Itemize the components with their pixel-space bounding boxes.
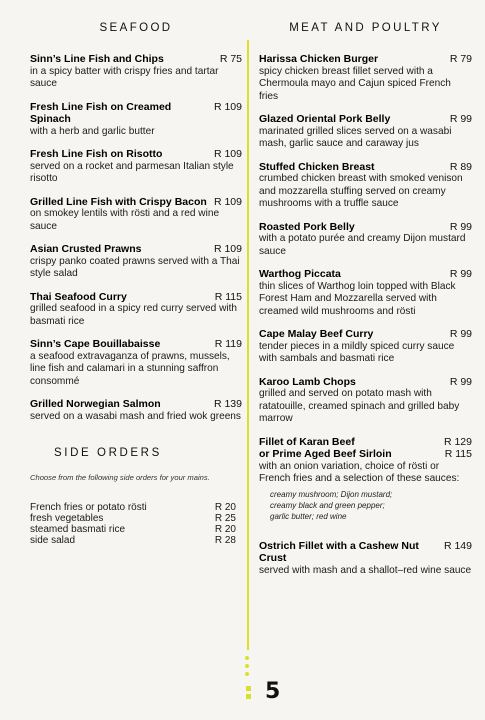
item-price: R 115: [444, 448, 472, 460]
menu-item: [259, 328, 472, 366]
left-column: [30, 22, 242, 546]
side-order-price: R 20: [214, 523, 236, 535]
side-order-name: French fries or potato rösti: [30, 501, 147, 513]
column-divider: [247, 40, 249, 650]
item-price: R 115: [214, 290, 242, 303]
menu-item-ostrich: [259, 540, 472, 578]
menu-item: [259, 113, 472, 151]
item-description: with an onion variation, choice of rösti or French fries and a selection of these sauces:: [259, 460, 460, 484]
page-dot: [246, 694, 251, 699]
seafood-list: [30, 53, 242, 423]
side-order-name: fresh vegetables: [30, 512, 104, 524]
item-description: tender pieces in a mildly spiced curry sauce with sambals and basmati rice: [259, 340, 455, 364]
item-description: thin slices of Warthog loin topped with Black Forest Ham and Mozzarella served with creamed wild mushrooms and rösti: [259, 280, 456, 317]
item-price: R 109: [213, 243, 242, 255]
item-description: on smokey lentils with rösti and a red wine sauce: [30, 208, 220, 232]
item-description: marinated grilled slices served on a wasabi mash, garlic sauce and caraway jus: [259, 125, 452, 149]
menu-item: [30, 291, 242, 329]
item-price: R 99: [449, 268, 472, 280]
meat-title: MEAT AND POULTRY: [289, 22, 442, 34]
side-order-row: [30, 524, 242, 535]
divider-dots: [245, 656, 249, 680]
divider-dot: [245, 664, 249, 668]
sauce-option: garlic butter; red wine: [270, 511, 347, 521]
item-name: Stuffed Chicken Breast: [259, 160, 375, 173]
item-description: with a potato purée and creamy Dijon mustard sauce: [259, 233, 466, 257]
item-name: Sinn’s Cape Bouillabaisse: [30, 338, 161, 350]
item-price: R 109: [213, 148, 242, 160]
side-orders-list: [30, 502, 242, 547]
menu-item: [30, 101, 242, 139]
item-name: Fresh Line Fish on Risotto: [30, 148, 163, 160]
item-price: R 99: [449, 375, 472, 388]
item-price: R 119: [214, 338, 242, 350]
item-price: R 75: [219, 53, 242, 65]
item-price: R 139: [213, 398, 242, 410]
seafood-title: SEAFOOD: [99, 22, 173, 34]
item-description: served on a rocket and parmesan Italian style risotto: [30, 160, 234, 184]
page-number-dots: [246, 686, 251, 702]
right-column: [259, 22, 472, 587]
menu-item: [30, 196, 242, 234]
item-name: Sinn’s Line Fish and Chips: [30, 53, 164, 65]
item-description: with a herb and garlic butter: [30, 125, 155, 137]
side-order-row: [30, 502, 242, 513]
meat-list: [259, 53, 472, 426]
menu-item: [30, 53, 242, 91]
menu-item: [259, 161, 472, 211]
item-price: R 89: [449, 160, 472, 173]
item-price: R 79: [449, 53, 472, 65]
item-name: Grilled Line Fish with Crispy Bacon: [30, 195, 207, 208]
item-description: crumbed chicken breast with smoked venison and mozzarella stuffing served on creamy mushrooms with a truffle sauce: [259, 173, 463, 209]
item-name: Karoo Lamb Chops: [259, 375, 356, 388]
side-orders-note: Choose from the following side orders for your mains.: [30, 473, 210, 482]
item-name: Fillet of Karan Beef: [259, 435, 355, 448]
sauce-option: creamy black and green pepper;: [270, 500, 385, 510]
item-name: Roasted Pork Belly: [259, 220, 355, 233]
side-order-price: R 20: [214, 501, 236, 513]
item-price: R 99: [449, 328, 472, 340]
menu-item: [30, 243, 242, 281]
item-description: spicy chicken breast fillet served with a Chermoula mayo and Cajun spiced French fries: [259, 65, 451, 102]
side-order-name: side salad: [30, 535, 76, 547]
sauce-option: creamy mushroom; Dijon mustard;: [270, 489, 393, 499]
menu-item: [30, 338, 242, 388]
side-order-row: [30, 535, 242, 546]
side-order-name: steamed basmati rice: [30, 523, 126, 535]
item-description: grilled seafood in a spicy red curry served with basmati rice: [30, 303, 238, 327]
item-name: Thai Seafood Curry: [30, 290, 127, 303]
page-number: [257, 679, 289, 704]
item-price: R 149: [443, 539, 472, 552]
item-name: Cape Malay Beef Curry: [259, 328, 374, 340]
menu-item-fillet: [259, 436, 472, 522]
menu-item: [259, 268, 472, 318]
item-name: Fresh Line Fish on Creamed Spinach: [30, 100, 172, 125]
item-name: Grilled Norwegian Salmon: [30, 398, 161, 410]
menu-item: [259, 221, 472, 259]
divider-dot: [245, 672, 249, 676]
divider-dot: [245, 656, 249, 660]
side-order-price: R 25: [214, 512, 236, 524]
page-number-text: 5: [265, 679, 281, 704]
item-price: R 99: [449, 113, 472, 125]
item-name: Asian Crusted Prawns: [30, 243, 142, 255]
item-price: R 129: [443, 435, 472, 448]
side-order-row: [30, 513, 242, 524]
side-order-price: R 28: [214, 535, 236, 547]
item-name: Ostrich Fillet with a Cashew Nut Crust: [259, 539, 419, 564]
menu-item: [259, 376, 472, 426]
page-dot: [246, 686, 251, 691]
item-name: or Prime Aged Beef Sirloin: [259, 448, 392, 460]
item-description: a seafood extravaganza of prawns, mussels, line fish and calamari in a stunning saffron consommé: [30, 350, 230, 387]
item-price: R 109: [213, 100, 242, 113]
item-name: Glazed Oriental Pork Belly: [259, 113, 391, 125]
item-description: grilled and served on potato mash with ratatouille, creamed spinach and grilled baby marrow: [259, 388, 460, 424]
item-description: served on a wasabi mash and fried wok greens: [30, 410, 241, 422]
item-price: R 109: [213, 195, 242, 208]
item-name: Harissa Chicken Burger: [259, 53, 379, 65]
side-orders-title: SIDE ORDERS: [54, 447, 162, 459]
item-description: crispy panko coated prawns served with a Thai style salad: [30, 255, 240, 279]
item-description: served with mash and a shallot–red wine sauce: [259, 564, 472, 576]
menu-item: [30, 398, 242, 423]
menu-item: [30, 148, 242, 186]
item-description: in a spicy batter with crispy fries and tartar sauce: [30, 65, 219, 89]
menu-item: [259, 53, 472, 103]
item-price: R 99: [449, 220, 472, 233]
item-name: Warthog Piccata: [259, 268, 341, 280]
